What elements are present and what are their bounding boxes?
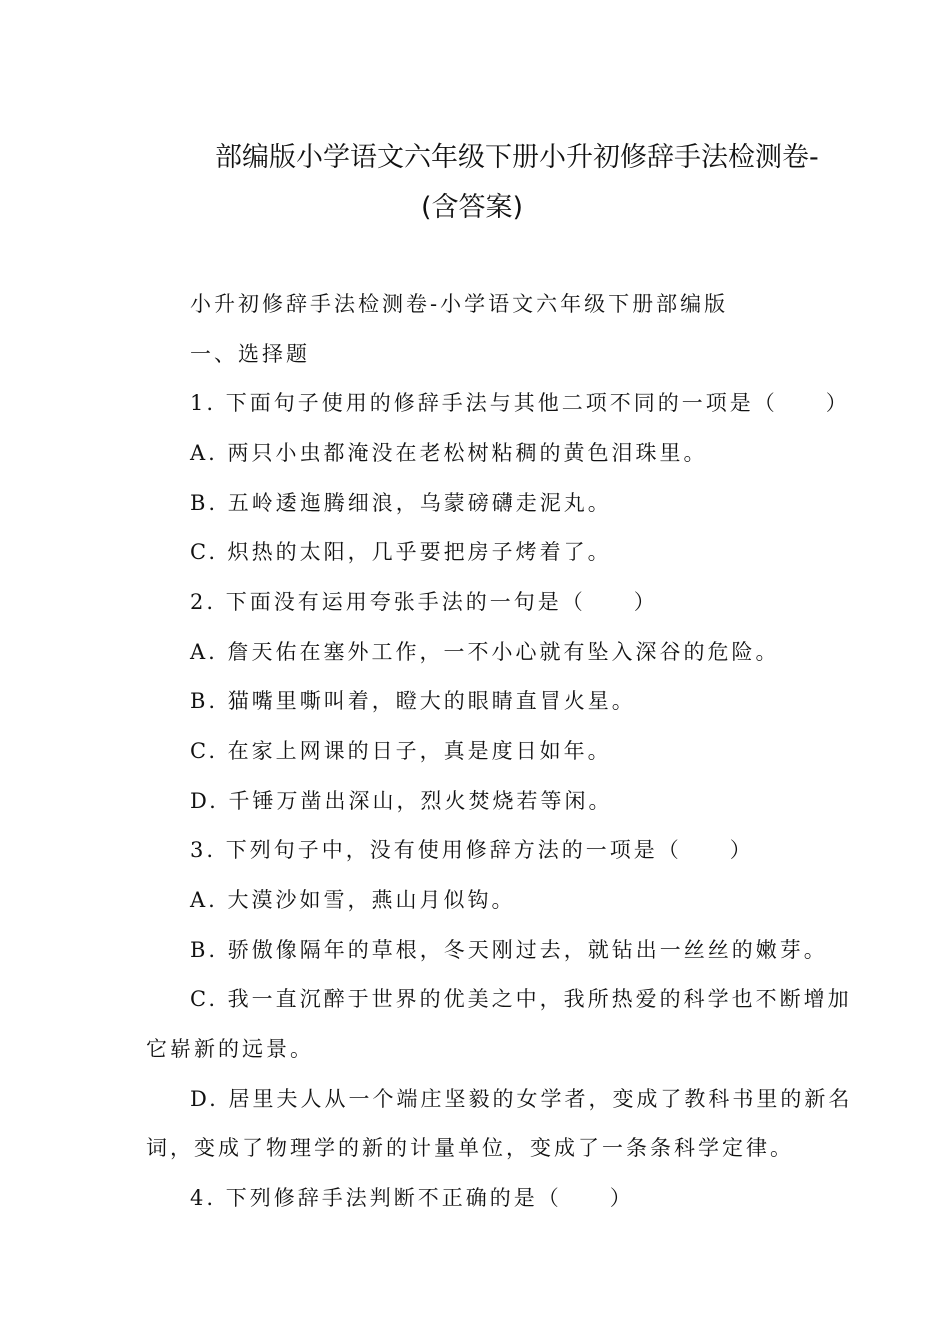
question-3-option-d: D. 居里夫人从一个端庄坚毅的女学者，变成了教科书里的新名	[190, 1087, 853, 1111]
question-4-stem: 4. 下列修辞手法判断不正确的是（ ）	[190, 1186, 634, 1210]
document-subtitle: 小升初修辞手法检测卷-小学语文六年级下册部编版	[190, 292, 729, 316]
question-3-option-c: C. 我一直沉醉于世界的优美之中，我所热爱的科学也不断增加	[190, 987, 852, 1011]
question-2-option-d: D. 千锤万凿出深山，烈火焚烧若等闲。	[190, 789, 613, 813]
question-1-stem: 1. 下面句子使用的修辞手法与其他二项不同的一项是（ ）	[190, 391, 850, 415]
question-2-stem: 2. 下面没有运用夸张手法的一句是（ ）	[190, 590, 658, 614]
question-2-option-c: C. 在家上网课的日子，真是度日如年。	[190, 739, 612, 763]
question-1-option-c: C. 炽热的太阳，几乎要把房子烤着了。	[190, 540, 612, 564]
question-3-option-d-continued: 词，变成了物理学的新的计量单位，变成了一条条科学定律。	[146, 1136, 794, 1160]
document-title-line-1: 部编版小学语文六年级下册小升初修辞手法检测卷-	[215, 142, 819, 173]
question-2-option-a: A. 詹天佑在塞外工作，一不小心就有坠入深谷的危险。	[190, 640, 780, 664]
document-title-line-2: (含答案)	[421, 192, 524, 223]
question-3-option-c-continued: 它崭新的远景。	[146, 1037, 314, 1061]
question-3-option-a: A. 大漠沙如雪，燕山月似钩。	[190, 888, 516, 912]
question-2-option-b: B. 猫嘴里嘶叫着，瞪大的眼睛直冒火星。	[190, 689, 636, 713]
section-heading: 一、选择题	[190, 342, 310, 366]
question-3-stem: 3. 下列句子中，没有使用修辞方法的一项是（ ）	[190, 838, 754, 862]
question-1-option-b: B. 五岭逶迤腾细浪，乌蒙磅礴走泥丸。	[190, 491, 612, 515]
question-3-option-b: B. 骄傲像隔年的草根，冬天刚过去，就钻出一丝丝的嫩芽。	[190, 938, 828, 962]
question-1-option-a: A. 两只小虫都淹没在老松树粘稠的黄色泪珠里。	[190, 441, 708, 465]
